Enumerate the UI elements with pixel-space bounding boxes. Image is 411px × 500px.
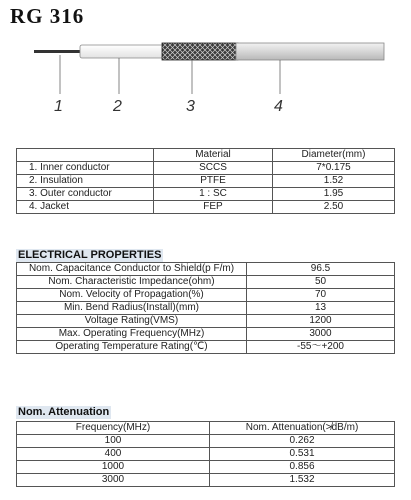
callout-4: 4	[274, 98, 283, 115]
cell: Nom. Characteristic Impedance(ohm)	[17, 276, 247, 289]
attenuation-section-title: Nom. Attenuation	[18, 406, 110, 418]
header-cell: Material	[154, 149, 273, 162]
cell: 70	[247, 289, 395, 302]
cell: 3000	[247, 328, 395, 341]
cell: 0.531	[210, 448, 395, 461]
cell: Nom. Capacitance Conductor to Shield(p F/m)	[17, 263, 247, 276]
cell: Max. Operating Frequency(MHz)	[17, 328, 247, 341]
cell: 4. Jacket	[17, 201, 154, 214]
table-row	[17, 201, 395, 214]
cell: 400	[17, 448, 210, 461]
cell: 13	[247, 302, 395, 315]
cell: Voltage Rating(VMS)	[17, 315, 247, 328]
cell: 96.5	[247, 263, 395, 276]
outer-conductor-braid	[162, 43, 238, 60]
cell: 0.262	[210, 435, 395, 448]
cell: 2.50	[273, 201, 395, 214]
cell: 100	[17, 435, 210, 448]
header-cell: Nom. Attenuation(≯dB/m)	[210, 422, 395, 435]
inner-conductor	[34, 50, 82, 53]
table-row	[17, 263, 395, 276]
page-title: RG 316	[10, 4, 85, 28]
cell: PTFE	[154, 175, 273, 188]
cell: -55～+200	[247, 341, 395, 354]
header-cell: Frequency(MHz)	[17, 422, 210, 435]
callout-3: 3	[186, 98, 195, 115]
table-header-row	[17, 149, 395, 162]
table-row	[17, 461, 395, 474]
jacket	[236, 43, 384, 60]
cell: 1.532	[210, 474, 395, 487]
cell: 50	[247, 276, 395, 289]
cell: 0.856	[210, 461, 395, 474]
attenuation-table	[16, 421, 395, 487]
electrical-table	[16, 262, 395, 354]
table-row	[17, 276, 395, 289]
header-cell: Diameter(mm)	[273, 149, 395, 162]
table-header-row	[17, 422, 395, 435]
electrical-section-title: ELECTRICAL PROPERTIES	[18, 249, 162, 261]
table-row	[17, 435, 395, 448]
table-row	[17, 175, 395, 188]
cell: 2. Insulation	[17, 175, 154, 188]
table-row	[17, 302, 395, 315]
table-row	[17, 162, 395, 175]
callout-2: 2	[113, 98, 122, 115]
cell: 3. Outer conductor	[17, 188, 154, 201]
cell: 1.95	[273, 188, 395, 201]
cell: FEP	[154, 201, 273, 214]
cell: 3000	[17, 474, 210, 487]
table-row	[17, 341, 395, 354]
cell: 1000	[17, 461, 210, 474]
cell: 1200	[247, 315, 395, 328]
cell: Operating Temperature Rating(℃)	[17, 341, 247, 354]
table-row	[17, 188, 395, 201]
header-cell	[17, 149, 154, 162]
table-row	[17, 328, 395, 341]
insulation	[80, 45, 164, 58]
cell: Nom. Velocity of Propagation(%)	[17, 289, 247, 302]
cell: Min. Bend Radius(Install)(mm)	[17, 302, 247, 315]
cell: 1.52	[273, 175, 395, 188]
callout-1: 1	[54, 98, 63, 115]
table-row	[17, 289, 395, 302]
cell: 7*0.175	[273, 162, 395, 175]
table-row	[17, 315, 395, 328]
table-row	[17, 474, 395, 487]
cell: SCCS	[154, 162, 273, 175]
spec-table	[16, 148, 395, 214]
cell: 1. Inner conductor	[17, 162, 154, 175]
cell: 1 : SC	[154, 188, 273, 201]
table-row	[17, 448, 395, 461]
